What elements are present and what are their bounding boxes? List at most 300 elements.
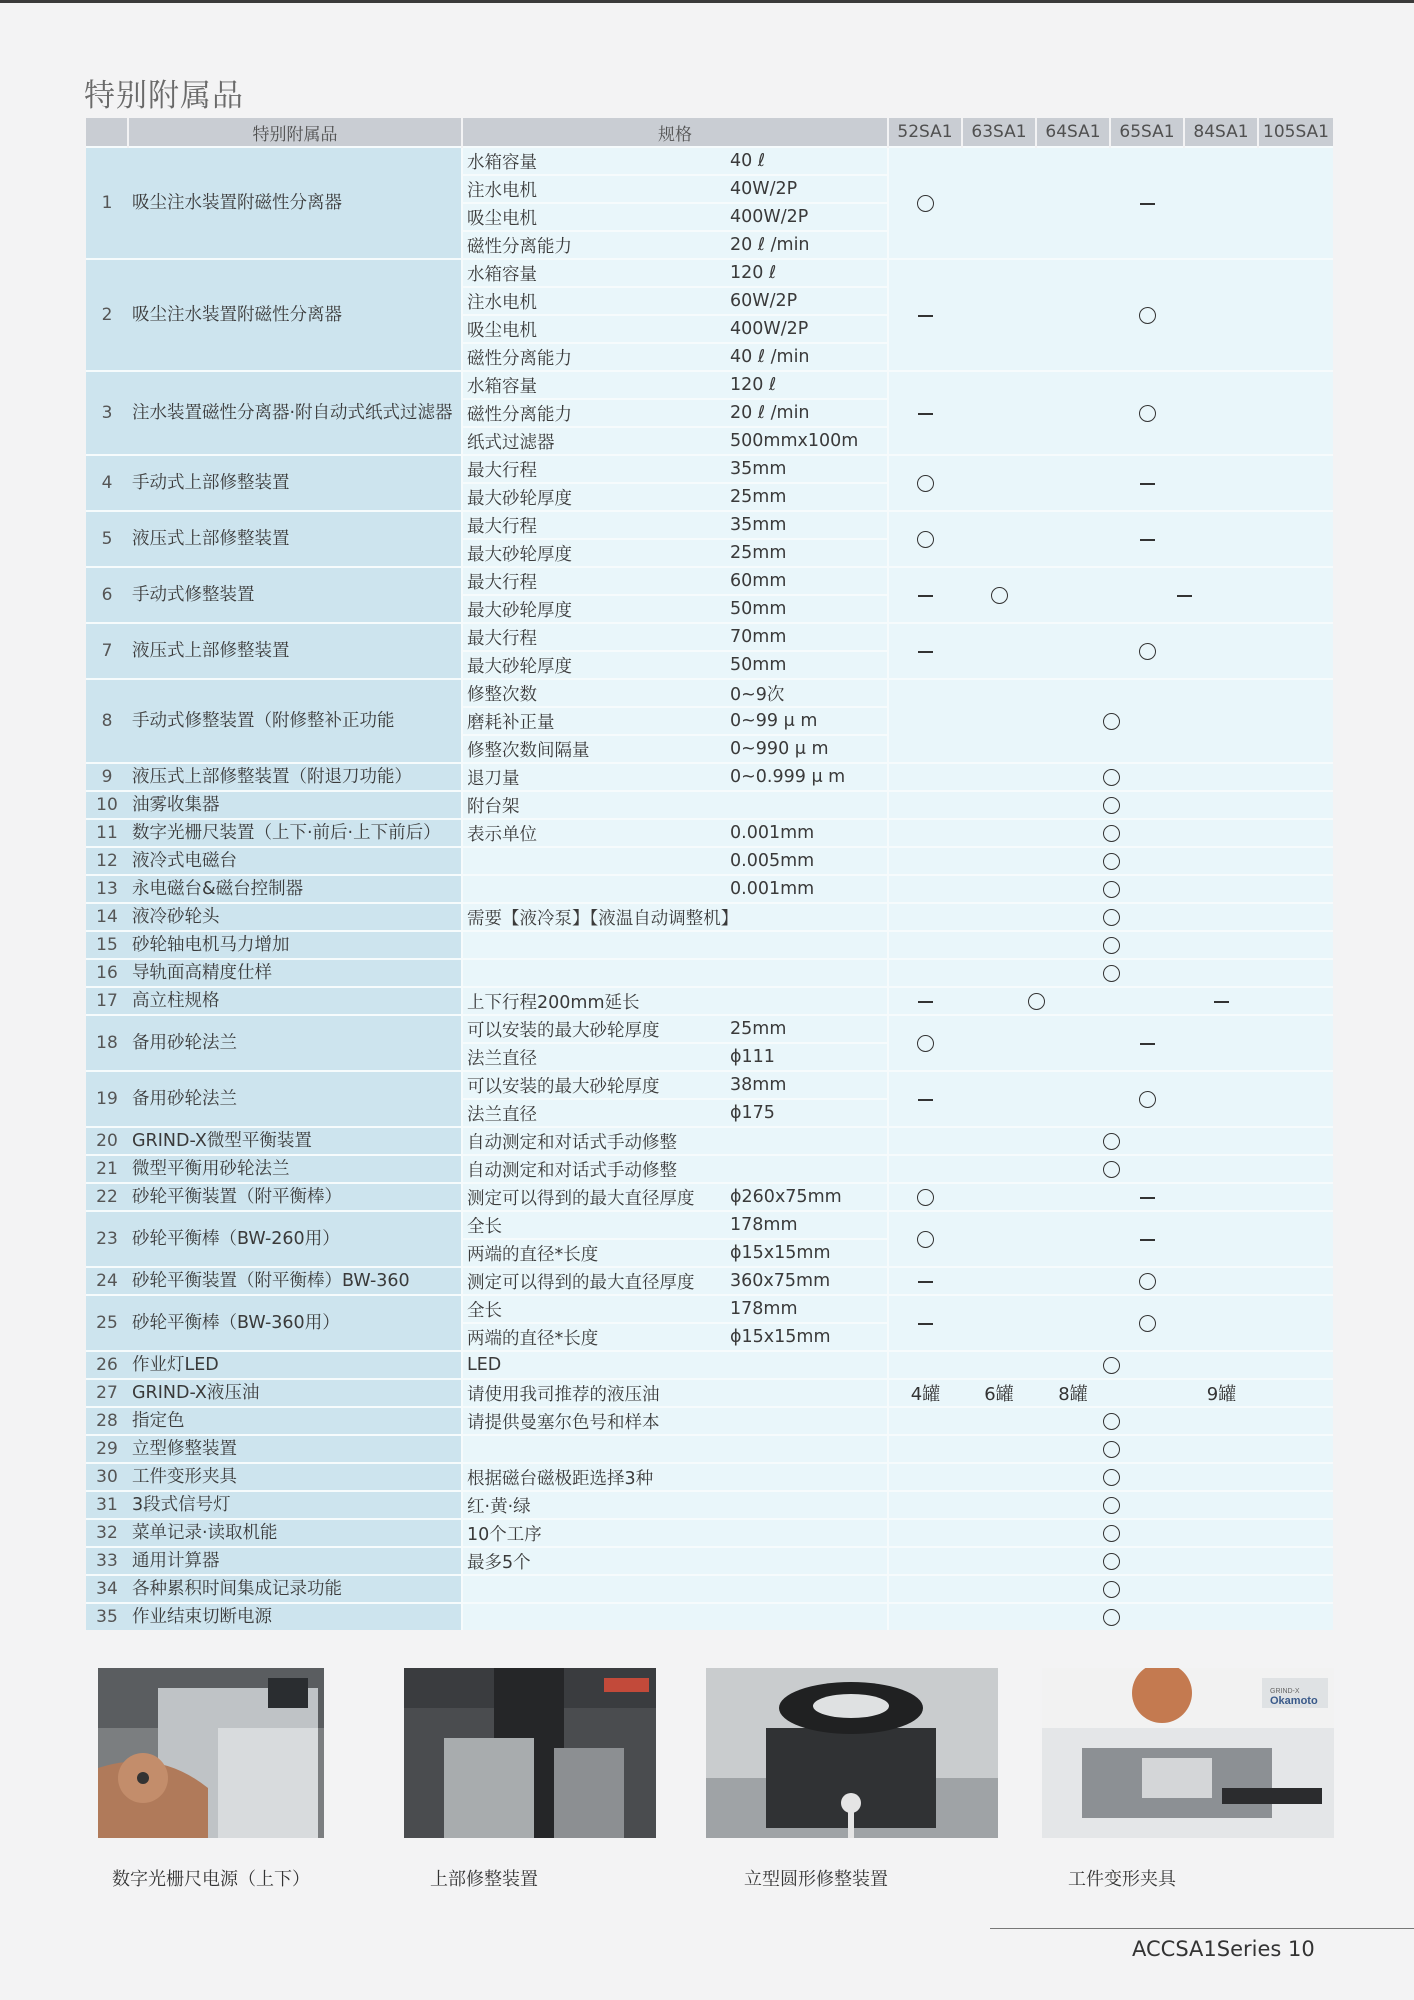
circle-mark <box>1139 307 1156 324</box>
row-number: 6 <box>86 567 128 623</box>
model-availability <box>888 679 1333 763</box>
circle-mark <box>1103 1469 1120 1486</box>
header-model: 105SA1 <box>1258 118 1333 147</box>
spec-text: LED <box>462 1351 888 1379</box>
circle-mark <box>917 1231 934 1248</box>
spec-value: 400W/2P <box>726 203 888 231</box>
model-availability <box>888 819 1333 847</box>
model-availability <box>888 763 1333 791</box>
header-item: 特别附属品 <box>128 118 462 147</box>
footer-page-label: ACCSA1Series 10 <box>1132 1937 1315 1961</box>
spec-key <box>462 847 726 875</box>
header-no <box>86 118 128 147</box>
circle-mark <box>1103 1357 1120 1374</box>
row-number: 35 <box>86 1603 128 1630</box>
spec-value: ϕ260x75mm <box>726 1183 888 1211</box>
item-name: 指定色 <box>128 1407 462 1435</box>
dash-mark <box>918 1323 933 1325</box>
row-number: 31 <box>86 1491 128 1519</box>
item-name: 高立柱规格 <box>128 987 462 1015</box>
spec-key: 修整次数间隔量 <box>462 735 726 763</box>
spec-key: 两端的直径*长度 <box>462 1323 726 1351</box>
spec-key: 吸尘电机 <box>462 315 726 343</box>
dash-mark <box>1140 203 1155 205</box>
table-row <box>86 259 1333 287</box>
spec-key: 可以安装的最大砂轮厚度 <box>462 1015 726 1043</box>
spec-key: 纸式过滤器 <box>462 427 726 455</box>
item-name: 油雾收集器 <box>128 791 462 819</box>
table-row <box>86 1547 1333 1575</box>
circle-mark <box>917 1035 934 1052</box>
row-number: 24 <box>86 1267 128 1295</box>
model-availability <box>962 511 1333 567</box>
model-availability <box>962 1183 1333 1211</box>
photo-workpiece-fixture <box>1042 1668 1334 1838</box>
spec-key: 可以安装的最大砂轮厚度 <box>462 1071 726 1099</box>
photo-caption: 数字光栅尺电源（上下） <box>112 1869 310 1890</box>
table-row <box>86 847 1333 875</box>
model-availability <box>888 1463 1333 1491</box>
header-model: 52SA1 <box>888 118 962 147</box>
dash-mark <box>918 595 933 597</box>
table-row <box>86 1127 1333 1155</box>
spec-value <box>726 791 888 819</box>
model-availability <box>888 1295 962 1351</box>
model-availability <box>1036 1379 1110 1407</box>
model-availability <box>888 875 1333 903</box>
spec-value: 60mm <box>726 567 888 595</box>
spec-key: 修整次数 <box>462 679 726 707</box>
model-availability <box>888 959 1333 987</box>
table-row <box>86 1463 1333 1491</box>
circle-mark <box>1103 1497 1120 1514</box>
spec-value: 20 ℓ /min <box>726 231 888 259</box>
model-availability <box>888 1127 1333 1155</box>
circle-mark <box>1103 1413 1120 1430</box>
spec-key: 最大砂轮厚度 <box>462 651 726 679</box>
dash-mark <box>918 1001 933 1003</box>
spec-value: 20 ℓ /min <box>726 399 888 427</box>
spec-key: 附台架 <box>462 791 726 819</box>
item-name: 3段式信号灯 <box>128 1491 462 1519</box>
table-row <box>86 1155 1333 1183</box>
spec-value: 40 ℓ /min <box>726 343 888 371</box>
item-name: 手动式修整装置（附修整补正功能 <box>128 679 462 763</box>
table-row <box>86 1267 1333 1295</box>
dash-mark <box>1214 1001 1229 1003</box>
mark-text: 4罐 <box>910 1384 941 1405</box>
spec-key: 最大砂轮厚度 <box>462 595 726 623</box>
table-row <box>86 931 1333 959</box>
model-availability <box>888 1015 962 1071</box>
row-number: 33 <box>86 1547 128 1575</box>
table-row <box>86 875 1333 903</box>
spec-value: 60W/2P <box>726 287 888 315</box>
dash-mark <box>1177 595 1192 597</box>
row-number: 17 <box>86 987 128 1015</box>
spec-value: 25mm <box>726 1015 888 1043</box>
circle-mark <box>1139 643 1156 660</box>
circle-mark <box>917 1189 934 1206</box>
row-number: 10 <box>86 791 128 819</box>
spec-value: 50mm <box>726 595 888 623</box>
spec-value: 0~0.999 μ m <box>726 763 888 791</box>
circle-mark <box>1103 1161 1120 1178</box>
spec-value: 35mm <box>726 511 888 539</box>
item-name: 砂轮轴电机马力增加 <box>128 931 462 959</box>
model-availability <box>888 1183 962 1211</box>
spec-value: ϕ15x15mm <box>726 1239 888 1267</box>
circle-mark <box>1103 1553 1120 1570</box>
model-availability <box>888 1351 1333 1379</box>
model-availability <box>962 623 1333 679</box>
table-row <box>86 1183 1333 1211</box>
circle-mark <box>917 195 934 212</box>
row-number: 14 <box>86 903 128 931</box>
circle-mark <box>1139 1273 1156 1290</box>
circle-mark <box>1103 1581 1120 1598</box>
model-availability <box>962 1379 1036 1407</box>
row-number: 23 <box>86 1211 128 1267</box>
spec-value: 500mmx100m <box>726 427 888 455</box>
row-number: 16 <box>86 959 128 987</box>
row-number: 4 <box>86 455 128 511</box>
table-row <box>86 1351 1333 1379</box>
table-row <box>86 1603 1333 1630</box>
model-availability <box>962 147 1333 259</box>
spec-text: 自动测定和对话式手动修整 <box>462 1155 888 1183</box>
spec-key: 注水电机 <box>462 175 726 203</box>
circle-mark <box>917 531 934 548</box>
spec-text: 红·黄·绿 <box>462 1491 888 1519</box>
spec-value: 0.001mm <box>726 819 888 847</box>
spec-key: 退刀量 <box>462 763 726 791</box>
spec-value: 360x75mm <box>726 1267 888 1295</box>
model-availability <box>888 1267 962 1295</box>
model-availability <box>1036 567 1333 623</box>
table-row <box>86 1015 1333 1043</box>
row-number: 32 <box>86 1519 128 1547</box>
header-model: 84SA1 <box>1184 118 1258 147</box>
item-name: 注水装置磁性分离器·附自动式纸式过滤器 <box>128 371 462 455</box>
row-number: 9 <box>86 763 128 791</box>
row-number: 20 <box>86 1127 128 1155</box>
row-number: 19 <box>86 1071 128 1127</box>
spec-value: 400W/2P <box>726 315 888 343</box>
spec-value: 178mm <box>726 1295 888 1323</box>
model-availability <box>888 1575 1333 1603</box>
spec-text <box>462 1603 888 1630</box>
spec-key: 表示单位 <box>462 819 726 847</box>
model-availability <box>888 791 1333 819</box>
item-name: 手动式上部修整装置 <box>128 455 462 511</box>
spec-key: 测定可以得到的最大直径厚度 <box>462 1267 726 1295</box>
model-availability <box>962 567 1036 623</box>
model-availability <box>888 259 962 371</box>
spec-key: 全长 <box>462 1295 726 1323</box>
circle-mark <box>1103 937 1120 954</box>
row-number: 27 <box>86 1379 128 1407</box>
circle-mark <box>1103 1525 1120 1542</box>
model-availability <box>888 567 962 623</box>
table-row <box>86 959 1333 987</box>
table-row <box>86 147 1333 175</box>
model-availability <box>888 455 962 511</box>
row-number: 30 <box>86 1463 128 1491</box>
table-row <box>86 791 1333 819</box>
spec-key: 法兰直径 <box>462 1099 726 1127</box>
header-model: 64SA1 <box>1036 118 1110 147</box>
spec-key: 磁性分离能力 <box>462 343 726 371</box>
model-availability <box>962 259 1333 371</box>
spec-key: 磁性分离能力 <box>462 399 726 427</box>
item-name: 砂轮平衡棒（BW-260用） <box>128 1211 462 1267</box>
model-availability <box>888 987 962 1015</box>
spec-value: 0.005mm <box>726 847 888 875</box>
spec-text: 请使用我司推荐的液压油 <box>462 1379 888 1407</box>
model-availability <box>888 371 962 455</box>
row-number: 18 <box>86 1015 128 1071</box>
spec-value: 0~9次 <box>726 679 888 707</box>
item-name: 手动式修整装置 <box>128 567 462 623</box>
dash-mark <box>918 413 933 415</box>
spec-key: 最大行程 <box>462 511 726 539</box>
table-row <box>86 1211 1333 1239</box>
model-availability <box>888 1603 1333 1630</box>
spec-key: 注水电机 <box>462 287 726 315</box>
item-name: 数字光栅尺装置（上下·前后·上下前后） <box>128 819 462 847</box>
spec-value: 178mm <box>726 1211 888 1239</box>
row-number: 2 <box>86 259 128 371</box>
item-name: GRIND-X液压油 <box>128 1379 462 1407</box>
model-availability <box>888 1435 1333 1463</box>
photo-digital-scale <box>98 1668 324 1838</box>
row-number: 34 <box>86 1575 128 1603</box>
model-availability <box>962 1211 1333 1267</box>
model-availability <box>962 455 1333 511</box>
model-availability <box>888 1547 1333 1575</box>
model-availability <box>888 511 962 567</box>
dash-mark <box>918 1281 933 1283</box>
item-name: 通用计算器 <box>128 1547 462 1575</box>
row-number: 26 <box>86 1351 128 1379</box>
row-number: 12 <box>86 847 128 875</box>
item-name: 液压式上部修整装置（附退刀功能） <box>128 763 462 791</box>
spec-key: 水箱容量 <box>462 147 726 175</box>
model-availability <box>962 1267 1333 1295</box>
row-number: 22 <box>86 1183 128 1211</box>
photo-caption: 工件变形夹具 <box>1068 1869 1176 1890</box>
table-row <box>86 1575 1333 1603</box>
spec-key: 最大行程 <box>462 623 726 651</box>
spec-value: 120 ℓ <box>726 259 888 287</box>
spec-value: 0.001mm <box>726 875 888 903</box>
table-row <box>86 1491 1333 1519</box>
row-number: 13 <box>86 875 128 903</box>
model-availability <box>888 847 1333 875</box>
item-name: 砂轮平衡棒（BW-360用） <box>128 1295 462 1351</box>
mark-text: 6罐 <box>984 1384 1014 1405</box>
spec-value: 35mm <box>726 455 888 483</box>
spec-value: 0~99 μ m <box>726 707 888 735</box>
circle-mark <box>1103 1441 1120 1458</box>
circle-mark <box>1103 825 1120 842</box>
spec-text <box>462 1575 888 1603</box>
spec-key: 吸尘电机 <box>462 203 726 231</box>
table-header-row <box>86 118 1333 147</box>
dash-mark <box>918 315 933 317</box>
item-name: 液冷式电磁台 <box>128 847 462 875</box>
model-availability <box>888 1491 1333 1519</box>
footer-rule <box>990 1928 1414 1929</box>
fixture-brand-label: GRIND-X Okamoto <box>1270 1688 1318 1707</box>
dash-mark <box>1140 1197 1155 1199</box>
spec-key: 全长 <box>462 1211 726 1239</box>
top-rule <box>0 0 1414 3</box>
spec-text: 上下行程200mm延长 <box>462 987 888 1015</box>
table-row <box>86 819 1333 847</box>
spec-text <box>462 959 888 987</box>
spec-text: 10个工序 <box>462 1519 888 1547</box>
spec-key: 最大行程 <box>462 567 726 595</box>
circle-mark <box>1103 713 1120 730</box>
spec-key: 水箱容量 <box>462 371 726 399</box>
row-number: 25 <box>86 1295 128 1351</box>
row-number: 21 <box>86 1155 128 1183</box>
dash-mark <box>918 1099 933 1101</box>
spec-value: ϕ175 <box>726 1099 888 1127</box>
row-number: 1 <box>86 147 128 259</box>
table-row <box>86 623 1333 651</box>
item-name: 各种累积时间集成记录功能 <box>128 1575 462 1603</box>
table-row <box>86 679 1333 707</box>
model-availability <box>888 931 1333 959</box>
circle-mark <box>1103 909 1120 926</box>
circle-mark <box>1103 853 1120 870</box>
item-name: 液压式上部修整装置 <box>128 623 462 679</box>
spec-value: ϕ15x15mm <box>726 1323 888 1351</box>
item-name: 液压式上部修整装置 <box>128 511 462 567</box>
page-title: 特别附属品 <box>84 78 244 114</box>
dash-mark <box>1140 1239 1155 1241</box>
table-row <box>86 1379 1333 1407</box>
table-row <box>86 1071 1333 1099</box>
circle-mark <box>1028 993 1045 1010</box>
table-row <box>86 1407 1333 1435</box>
model-availability <box>888 1211 962 1267</box>
model-availability <box>962 1071 1333 1127</box>
spec-text: 需要【液冷泵】【液温自动调整机】 <box>462 903 888 931</box>
item-name: 微型平衡用砂轮法兰 <box>128 1155 462 1183</box>
item-name: 工件变形夹具 <box>128 1463 462 1491</box>
header-model: 63SA1 <box>962 118 1036 147</box>
item-name: 永电磁台&磁台控制器 <box>128 875 462 903</box>
model-availability <box>888 1407 1333 1435</box>
item-name: 砂轮平衡装置（附平衡棒） <box>128 1183 462 1211</box>
spec-value: ϕ111 <box>726 1043 888 1071</box>
spec-key: 最大砂轮厚度 <box>462 539 726 567</box>
circle-mark <box>1139 405 1156 422</box>
model-availability <box>962 371 1333 455</box>
mark-text: 9罐 <box>1206 1384 1237 1405</box>
row-number: 28 <box>86 1407 128 1435</box>
row-number: 29 <box>86 1435 128 1463</box>
row-number: 15 <box>86 931 128 959</box>
spec-text: 请提供曼塞尔色号和样本 <box>462 1407 888 1435</box>
row-number: 8 <box>86 679 128 763</box>
table-row <box>86 511 1333 539</box>
dash-mark <box>1140 483 1155 485</box>
circle-mark <box>1103 1133 1120 1150</box>
spec-key: 两端的直径*长度 <box>462 1239 726 1267</box>
spec-key: 最大砂轮厚度 <box>462 483 726 511</box>
dash-mark <box>1140 1043 1155 1045</box>
item-name: 立型修整装置 <box>128 1435 462 1463</box>
spec-value: 70mm <box>726 623 888 651</box>
table-row <box>86 371 1333 399</box>
spec-key: 磨耗补正量 <box>462 707 726 735</box>
item-name: 吸尘注水装置附磁性分离器 <box>128 147 462 259</box>
spec-key: 法兰直径 <box>462 1043 726 1071</box>
item-name: 备用砂轮法兰 <box>128 1071 462 1127</box>
item-name: 砂轮平衡装置（附平衡棒）BW-360 <box>128 1267 462 1295</box>
spec-value: 25mm <box>726 483 888 511</box>
photo-caption: 上部修整装置 <box>430 1869 538 1890</box>
item-name: 导轨面高精度仕样 <box>128 959 462 987</box>
circle-mark <box>1103 1609 1120 1626</box>
item-name: 作业灯LED <box>128 1351 462 1379</box>
spec-text <box>462 1435 888 1463</box>
item-name: 吸尘注水装置附磁性分离器 <box>128 259 462 371</box>
table-row <box>86 1435 1333 1463</box>
model-availability <box>888 1379 962 1407</box>
circle-mark <box>1139 1091 1156 1108</box>
spec-key: 磁性分离能力 <box>462 231 726 259</box>
row-number: 5 <box>86 511 128 567</box>
circle-mark <box>917 475 934 492</box>
item-name: 作业结束切断电源 <box>128 1603 462 1630</box>
spec-key <box>462 875 726 903</box>
spec-key: 最大行程 <box>462 455 726 483</box>
model-availability <box>1110 1379 1333 1407</box>
model-availability <box>888 623 962 679</box>
spec-value: 50mm <box>726 651 888 679</box>
table-row <box>86 763 1333 791</box>
table-row <box>86 455 1333 483</box>
spec-value: 0~990 μ m <box>726 735 888 763</box>
table-body <box>86 147 1333 1630</box>
circle-mark <box>1103 769 1120 786</box>
mark-text: 8罐 <box>1058 1384 1088 1405</box>
spec-value: 25mm <box>726 539 888 567</box>
header-spec: 规格 <box>462 118 888 147</box>
dash-mark <box>918 651 933 653</box>
spec-value: 40W/2P <box>726 175 888 203</box>
item-name: 备用砂轮法兰 <box>128 1015 462 1071</box>
model-availability <box>1110 987 1333 1015</box>
photo-caption: 立型圆形修整装置 <box>744 1869 888 1890</box>
photo-vertical-dresser <box>706 1668 998 1838</box>
model-availability <box>888 1155 1333 1183</box>
circle-mark <box>991 587 1008 604</box>
spec-text: 最多5个 <box>462 1547 888 1575</box>
model-availability <box>962 1295 1333 1351</box>
model-availability <box>888 903 1333 931</box>
header-model: 65SA1 <box>1110 118 1184 147</box>
circle-mark <box>1103 881 1120 898</box>
spec-text: 自动测定和对话式手动修整 <box>462 1127 888 1155</box>
spec-value: 40 ℓ <box>726 147 888 175</box>
